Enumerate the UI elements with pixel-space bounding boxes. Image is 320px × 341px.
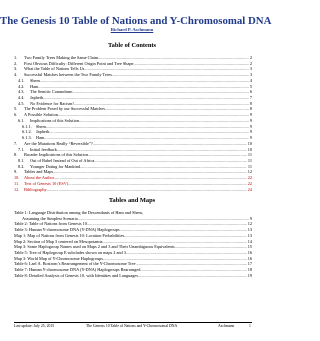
tables-maps-entry-title: Table 8: Detailed Analysis of Genesis 10, with Identities and Languages <box>14 272 138 278</box>
tables-maps-heading: Tables and Maps <box>108 197 156 204</box>
toc-entry-title: About the Author <box>24 175 55 181</box>
toc-entry-title: A Possible Solution <box>24 112 58 118</box>
toc-entry-number: 9. <box>14 169 18 175</box>
toc-entry-number: 7.1. <box>18 146 25 152</box>
tables-maps-entry-page: 13 <box>247 232 252 238</box>
tables-maps-entry-page: 9 <box>249 215 252 221</box>
toc-entry-page: 3 <box>249 66 252 72</box>
toc-entry-number: 10. <box>14 175 20 181</box>
toc-entry-page: 9 <box>249 123 252 129</box>
tables-maps-entry-page: 13 <box>247 227 252 233</box>
toc-entry-page: 9 <box>249 117 252 123</box>
toc-entry-number: 1. <box>14 55 18 60</box>
toc-entry-number: 3. <box>14 66 18 72</box>
toc-entry-number: 4.2. <box>18 83 25 89</box>
footer-page-number: 1 <box>249 324 251 328</box>
toc-entry-title: Japheth <box>30 95 44 101</box>
toc-entry-number: 7. <box>14 140 18 146</box>
document-title: The Genesis 10 Table of Nations and Y-Chromosomal DNA <box>0 15 272 27</box>
toc-entry-title: Tables and Maps <box>24 169 54 175</box>
toc-entry-title: Initial feedback <box>30 146 57 152</box>
toc-entry-number: 4.4. <box>18 95 25 101</box>
toc-entry-page: 10 <box>247 146 252 152</box>
tables-maps-entry-title: Table 7: Human Y-chromosome DNA (Y-DNA) Haplogroups Rearranged <box>14 267 141 273</box>
tables-maps-entry-title: Table 3: Human Y-chromosome DNA (Y-DNA) Haplogroups <box>14 227 120 233</box>
tables-maps-list <box>14 210 252 279</box>
tables-maps-entry-title: Map 1: Map of Nations from Genesis 10: Location Probabilities <box>14 232 125 238</box>
tables-maps-entry-title: Table 5: Tree of Haplogroup E subclades shown on maps 2 and 3 <box>14 250 126 256</box>
toc-entry-title: Ham <box>30 83 39 89</box>
tables-maps-entry-title: Table 6: Lael A. Bostrom’s Rearrangement of the Y-Chromosome Tree <box>14 261 136 267</box>
toc-entry-title: No Evidence for Racism! <box>30 100 74 106</box>
tables-maps-entry-title: Table 1: Language Distribution among the Descendants of Ham and Shem, <box>14 210 143 215</box>
toc-entry-number: 5. <box>14 106 18 112</box>
toc-entry-title: Younger Dating for Mankind <box>30 163 81 169</box>
toc-entry-page: 9 <box>249 129 252 135</box>
toc-entry-title: Ham <box>36 135 45 141</box>
tables-maps-leader-dots <box>138 273 247 279</box>
toc-entry-title: Implications of this Solution <box>30 117 80 123</box>
table-of-contents <box>14 55 252 192</box>
toc-entry-title: Two Family Trees Making the Same Claim <box>24 55 99 60</box>
toc-entry-page: 12 <box>247 169 252 175</box>
toc-entry-number: 11. <box>14 180 20 186</box>
toc-entry-number: 4.3. <box>18 89 25 95</box>
toc-entry-number: 4.1. <box>18 77 25 83</box>
tables-maps-entry-page: 19 <box>247 272 252 278</box>
toc-entry-title: Are the Mutations Really “Reversible”? <box>24 140 93 146</box>
toc-entry-number: 6.1.2. <box>22 129 32 135</box>
toc-entry-page: 2 <box>249 55 252 60</box>
toc-entry-page: 5 <box>249 83 252 89</box>
toc-entry-page: 11 <box>247 152 252 158</box>
footer-rule <box>14 322 252 323</box>
toc-entry-number: 2. <box>14 60 18 66</box>
toc-entry-number: 4. <box>14 72 18 78</box>
toc-entry-page: 7 <box>249 95 252 101</box>
toc-entry-title: Shem <box>30 77 40 83</box>
toc-entry-title: Japheth <box>36 129 50 135</box>
tables-maps-entry-page: 12 <box>247 221 252 227</box>
tables-maps-entry-page: 18 <box>247 267 252 273</box>
toc-entry-page: 6 <box>249 89 252 95</box>
author-link[interactable]: Richard P. Aschmann <box>110 27 154 32</box>
toc-entry-number: 6.1. <box>18 117 25 123</box>
toc-entry-title: Text of Genesis 10 (ESV) <box>24 180 69 186</box>
toc-entry-number: 12. <box>14 186 20 192</box>
footer-doc-title: The Genesis 10 Table of Nations and Y-Chromosomal DNA <box>86 324 178 328</box>
toc-entry-page: 10 <box>247 140 252 146</box>
toc-entry-page: 22 <box>247 180 252 186</box>
tables-maps-entry-page: 16 <box>247 255 252 261</box>
toc-entry-page: 9 <box>249 135 252 141</box>
toc-entry-page: 3 <box>249 72 252 78</box>
toc-entry-title: Successful Matches between the Two Family Trees <box>24 72 112 78</box>
tables-maps-entry[interactable] <box>14 273 252 279</box>
tables-maps-entry-title: Table 2: Table of Nations from Genesis 10 <box>14 221 87 227</box>
toc-entry-number: 4.5. <box>18 100 25 106</box>
toc-entry-page: 4 <box>249 77 252 83</box>
tables-maps-entry-page: 15 <box>247 244 252 250</box>
toc-entry-page: 8 <box>249 100 252 106</box>
toc-entry-number: 6. <box>14 112 18 118</box>
tables-maps-entry-page: 16 <box>247 250 252 256</box>
tables-maps-entry-title: Map 2: Section of Map 3 centered on Mesopotamia <box>14 238 103 244</box>
tables-maps-entry-title: Map 3: Some Haplogroup Names used on Maps 2 and 3 and Their Unambiguous Equivalents <box>14 244 175 250</box>
toc-entry-title: First Obvious Difficulty: Different Origin Point and Tree Shape <box>24 60 134 66</box>
footer-last-update: Last update: July 25, 2015 <box>14 324 55 328</box>
toc-entry-page: 9 <box>249 112 252 118</box>
toc-entry-title: Broader Implications of this Solution <box>24 152 88 158</box>
tables-maps-entry-title: Map 3: World Map of Y-Chromosome Haplogroups <box>14 255 103 261</box>
toc-leader-dots <box>47 187 247 193</box>
toc-entry-number: 8. <box>14 152 18 158</box>
toc-entry-title: Bibliography <box>24 186 47 192</box>
toc-entry-number: 6.1.1. <box>22 123 32 129</box>
toc-entry-page: 11 <box>247 157 252 163</box>
toc-entry-page: 22 <box>247 175 252 181</box>
toc-entry[interactable] <box>14 187 252 193</box>
tables-maps-entry-page: 17 <box>247 261 252 267</box>
toc-entry-page: 2 <box>249 60 252 66</box>
toc-entry-number: 6.1.3. <box>22 135 32 141</box>
toc-entry-title: The Semitic Conundrum <box>30 89 73 95</box>
toc-entry-page: 11 <box>247 163 252 169</box>
toc-entry-title: Shem <box>36 123 46 129</box>
toc-entry-title: Out of Babel Instead of Out of Africa <box>30 157 95 163</box>
toc-entry-title: The Problem Posed by our Successful Matches <box>24 106 105 112</box>
tables-maps-entry-title: Assuming the Simplest Scenario <box>22 215 78 221</box>
toc-entry-number: 8.2. <box>18 163 25 169</box>
tables-maps-entry-page: 14 <box>247 238 252 244</box>
toc-heading: Table of Contents <box>107 42 157 49</box>
toc-entry-page: 8 <box>249 106 252 112</box>
footer-author: Aschmann <box>218 324 235 328</box>
toc-entry-number: 8.1. <box>18 157 25 163</box>
toc-entry-page: 24 <box>247 186 252 192</box>
toc-entry-title: What the Table of Nations Tells Us <box>24 66 85 72</box>
